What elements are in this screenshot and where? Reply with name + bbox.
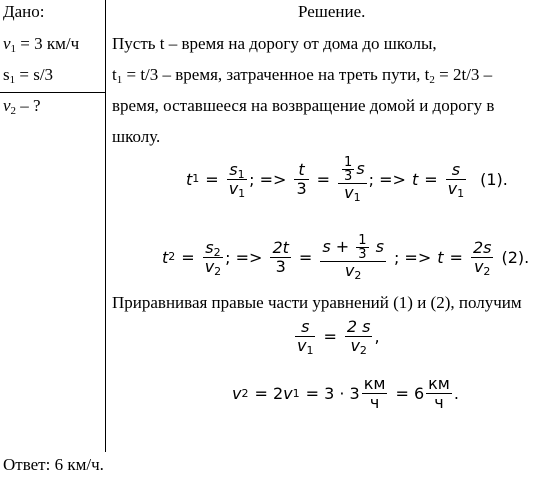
answer: Ответ: 6 км/ч. xyxy=(3,455,104,474)
equation-1-number: (1). xyxy=(480,169,508,189)
equation-2: t 2 = $\frac{s_2}{v_2}$ ; => $\frac{2t}{3}$ = s + $\frac{1}{3}$ s $v_2$ ; => t = $\frac{2s}{v_2}$ (2). xyxy=(162,233,530,282)
given-find-v2: $v_2$ – ? xyxy=(3,96,41,117)
table-vertical-divider xyxy=(105,0,106,452)
given-title: Дано: xyxy=(3,2,45,21)
equation-4: v 2 = 2 v 1 = 3 · 3 $\frac{км}{ч}$ = 6 $\frac{км}{ч}$ . xyxy=(232,374,459,412)
equation-3: $\frac{s}{v_1}$ = $\frac{2 s}{v_2}$ , xyxy=(297,317,380,357)
solution-line-4: школу. xyxy=(112,127,161,146)
solution-line-3: время, оставшееся на возвращение домой и дорогу в xyxy=(112,96,495,115)
solution-line-5: Приравнивая правые части уравнений (1) и (2), получим xyxy=(112,293,522,312)
solution-title: Решение. xyxy=(298,2,366,21)
solution-line-1: Пусть t – время на дорогу от дома до школы, xyxy=(112,34,437,53)
given-s1: $s_1 = s/3$ xyxy=(3,65,54,86)
given-v1: $v_1 = 3$ км/ч xyxy=(3,34,80,55)
equation-1: t 1 = $\frac{s_1}{v_1}$ ; => $\frac{t}{3}$ = $\frac{1}{3}$ s $v_1$ ; => t = $\frac{s}{v_1}$ (1). xyxy=(186,155,508,204)
table-horizontal-divider xyxy=(0,92,106,93)
solution-line-2: $t_1 = t/3$ – время, затраченное на треть пути, $t_2 = 2t/3$ – xyxy=(112,65,493,86)
equation-2-number: (2). xyxy=(501,247,530,267)
